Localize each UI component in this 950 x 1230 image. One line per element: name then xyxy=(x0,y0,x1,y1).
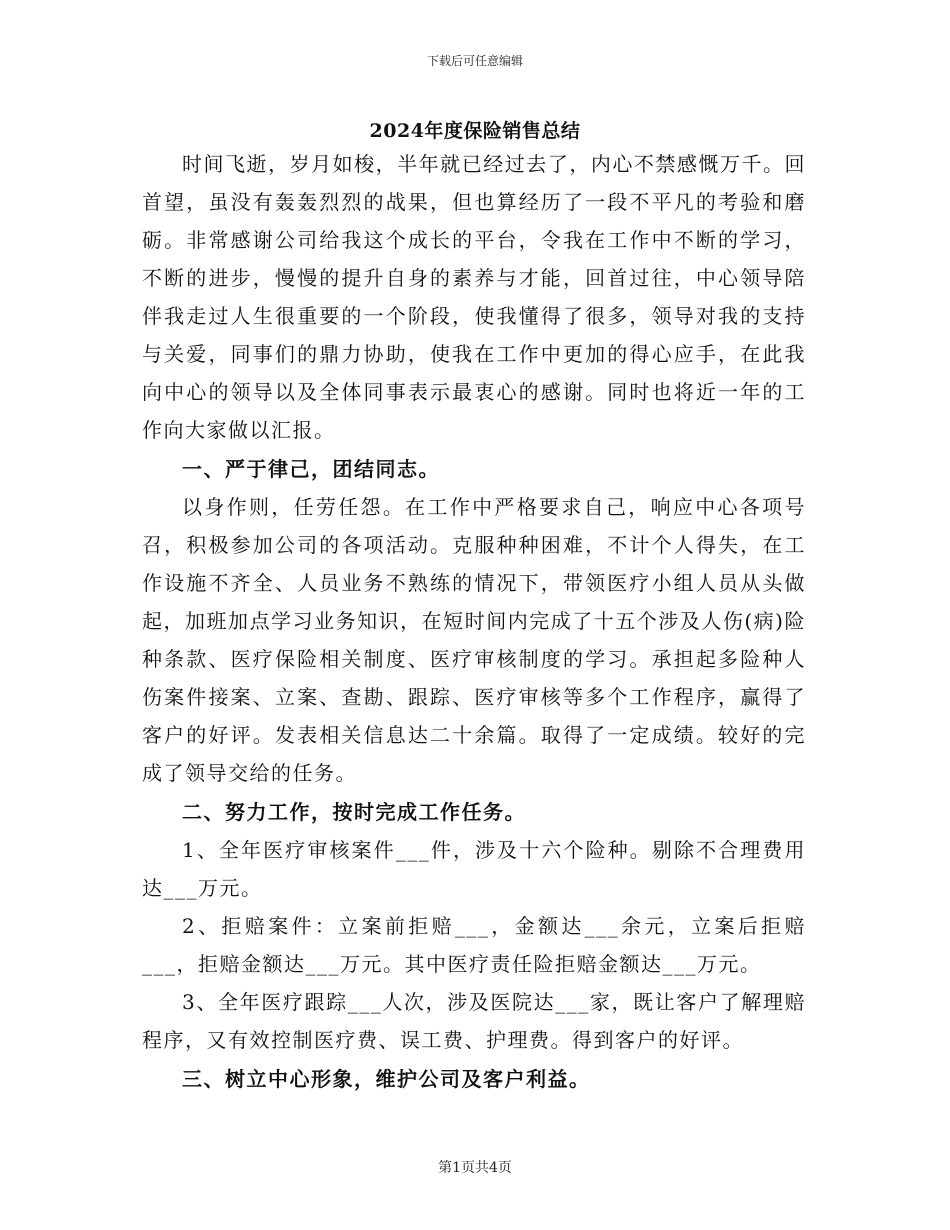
document-body xyxy=(142,145,806,1098)
section-heading-2: 二、努力工作，按时完成工作任务。 xyxy=(182,800,526,824)
paragraph-section-1: 以身作则，任劳任怨。在工作中严格要求自己，响应中心各项号召，积极参加公司的各项活动。克服种种困难，不计个人得失，在工作设施不齐全、人员业务不熟练的情况下，带领医疗小组人员从头做起，加班加点学习业务知识，在短时间内完成了十五个涉及人伤(病)险种条款、医疗保险相关制度、医疗审核制度的学习。承担起多险种人伤案件接案、立案、查勘、跟踪、医疗审核等多个工作程序，赢得了客户的好评。发表相关信息达二十余篇。取得了一定成绩。较好的完成了领导交给的任务。 xyxy=(142,495,806,785)
section-heading-3: 三、树立中心形象，维护公司及客户利益。 xyxy=(182,1067,591,1091)
paragraph-item-1: 1、全年医疗审核案件___件，涉及十六个险种。剔除不合理费用达___万元。 xyxy=(142,838,806,900)
section-heading-1: 一、严于律己，团结同志。 xyxy=(182,457,440,481)
paragraph-intro: 时间飞逝，岁月如梭，半年就已经过去了，内心不禁感慨万千。回首望，虽没有轰轰烈烈的战果，但也算经历了一段不平凡的考验和磨砺。非常感谢公司给我这个成长的平台，令我在工作中不断的学习，不断的进步，慢慢的提升自身的素养与才能，回首过往，中心领导陪伴我走过人生很重要的一个阶段，使我懂得了很多，领导对我的支持与关爱，同事们的鼎力协助，使我在工作中更加的得心应手，在此我向中心的领导以及全体同事表示最衷心的感谢。同时也将近一年的工作向大家做以汇报。 xyxy=(142,152,806,442)
header-note: 下载后可任意编辑 xyxy=(426,54,523,68)
page-number: 第1页共4页 xyxy=(438,1160,512,1176)
paragraph-item-2: 2、拒赔案件：立案前拒赔___，金额达___余元，立案后拒赔___，拒赔金额达___万元。其中医疗责任险拒赔金额达___万元。 xyxy=(142,914,806,976)
paragraph-item-3: 3、全年医疗跟踪___人次，涉及医院达___家，既让客户了解理赔程序，又有效控制医疗费、误工费、护理费。得到客户的好评。 xyxy=(142,990,806,1052)
document-title: 2024年度保险销售总结 xyxy=(369,120,581,142)
